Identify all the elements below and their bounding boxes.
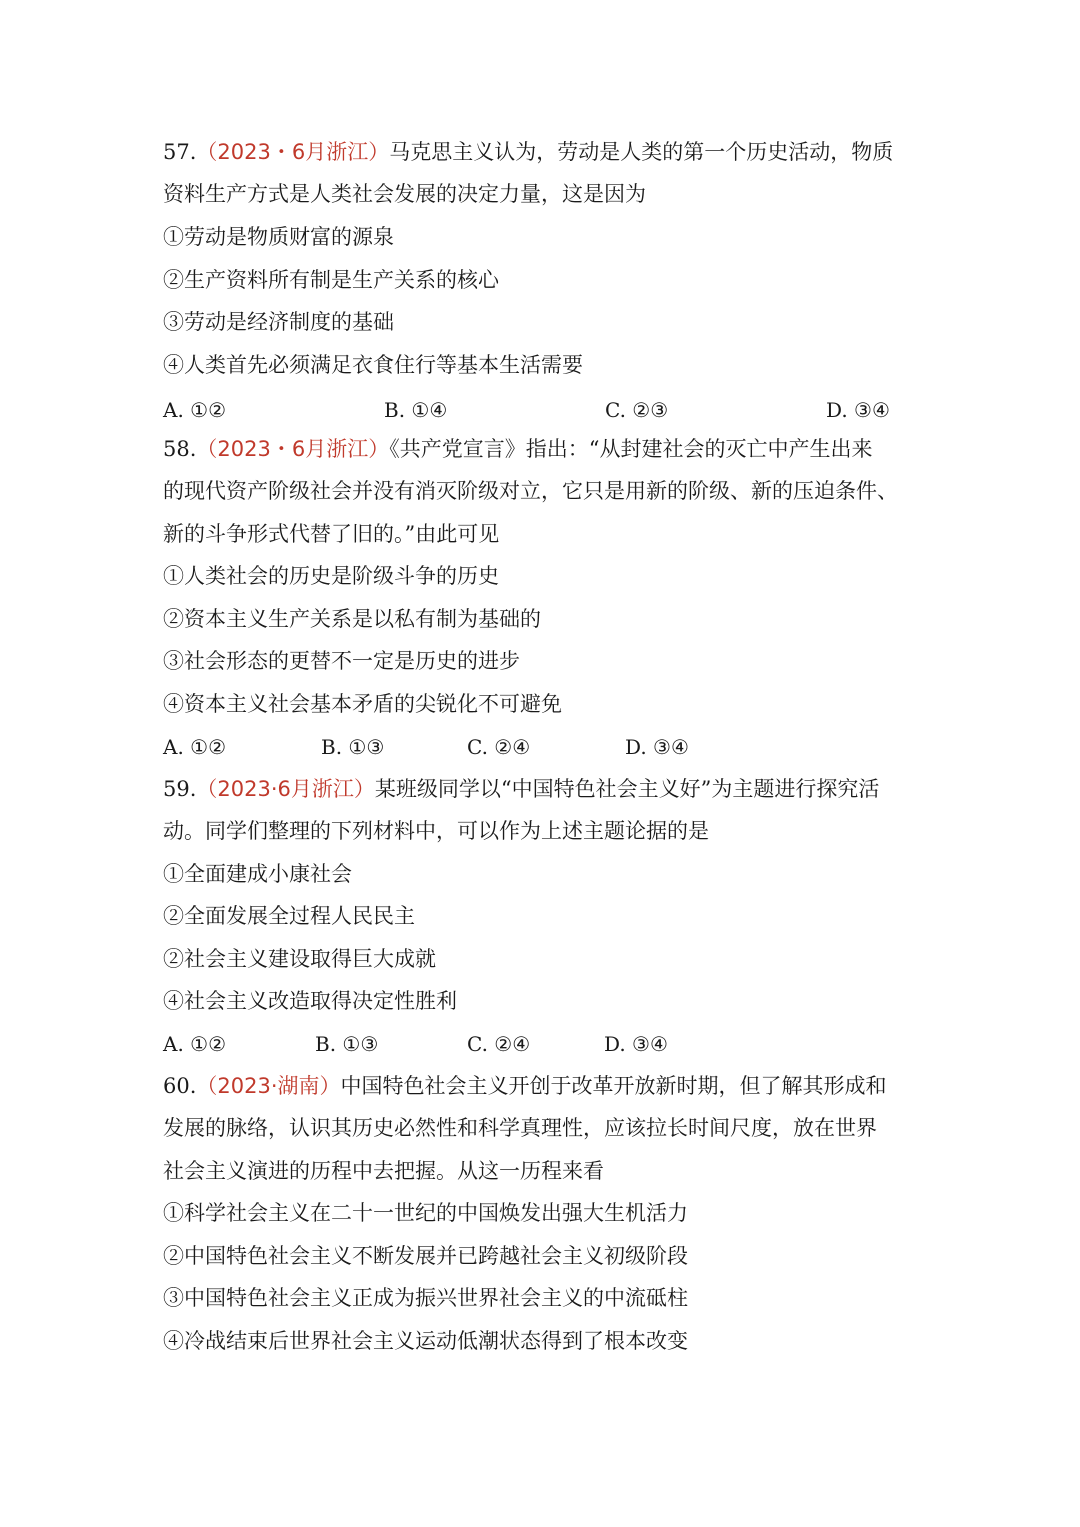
option-c[interactable]: C. ②④ — [467, 735, 531, 759]
stem-text: 中国特色社会主义开创于改革开放新时期，但了解其形成和 — [340, 1074, 887, 1098]
question-stem-line: 社会主义演进的历程中去把握。从这一历程来看 — [163, 1159, 604, 1183]
question-source: （2023・6月浙江） — [196, 140, 390, 164]
question-stem-line: 发展的脉络，认识其历史必然性和科学真理性，应该拉长时间尺度，放在世界 — [163, 1116, 877, 1140]
option-d[interactable]: D. ③④ — [826, 398, 890, 422]
option-c[interactable]: C. ②③ — [605, 398, 669, 422]
option-a[interactable]: A. ①② — [163, 735, 227, 759]
question-stem-line — [163, 428, 872, 470]
statement-item: ①人类社会的历史是阶级斗争的历史 — [163, 564, 499, 588]
question-stem-line — [163, 131, 893, 173]
option-d[interactable]: D. ③④ — [604, 1032, 668, 1056]
question-source: （2023・6月浙江） — [196, 437, 390, 461]
option-d[interactable]: D. ③④ — [625, 735, 689, 759]
question-stem-line: 资料生产方式是人类社会发展的决定力量，这是因为 — [163, 182, 646, 206]
question-stem-line: 动。同学们整理的下列材料中，可以作为上述主题论据的是 — [163, 819, 709, 843]
question-stem-line: 的现代资产阶级社会并没有消灭阶级对立，它只是用新的阶级、新的压迫条件、 — [163, 479, 898, 503]
statement-item: ③中国特色社会主义正成为振兴世界社会主义的中流砥柱 — [163, 1286, 688, 1310]
statement-item: ④资本主义社会基本矛盾的尖锐化不可避免 — [163, 692, 562, 716]
option-b[interactable]: B. ①③ — [315, 1032, 379, 1056]
statement-item: ④冷战结束后世界社会主义运动低潮状态得到了根本改变 — [163, 1329, 688, 1353]
question-number: 59. — [163, 777, 197, 801]
answer-options — [163, 389, 923, 431]
statement-item: ③社会形态的更替不一定是历史的进步 — [163, 649, 520, 673]
question-stem-line: 新的斗争形式代替了旧的。”由此可见 — [163, 522, 500, 546]
option-a[interactable]: A. ①② — [163, 1032, 227, 1056]
option-c[interactable]: C. ②④ — [467, 1032, 531, 1056]
statement-item: ②生产资料所有制是生产关系的核心 — [163, 268, 499, 292]
option-a[interactable]: A. ①② — [163, 398, 227, 422]
statement-item: ②全面发展全过程人民民主 — [163, 904, 415, 928]
statement-item: ③劳动是经济制度的基础 — [163, 310, 394, 334]
statement-item: ②社会主义建设取得巨大成就 — [163, 947, 436, 971]
stem-text: 马克思主义认为，劳动是人类的第一个历史活动，物质 — [389, 140, 894, 164]
question-source: （2023·6月浙江） — [196, 777, 375, 801]
question-stem-line — [163, 768, 879, 810]
statement-item: ①科学社会主义在二十一世纪的中国焕发出强大生机活力 — [163, 1201, 688, 1225]
question-number: 60. — [163, 1074, 197, 1098]
option-b[interactable]: B. ①④ — [384, 398, 448, 422]
question-stem-line — [163, 1065, 887, 1107]
statement-item: ②资本主义生产关系是以私有制为基础的 — [163, 607, 541, 631]
question-number: 57. — [163, 140, 197, 164]
option-b[interactable]: B. ①③ — [321, 735, 385, 759]
statement-item: ①劳动是物质财富的源泉 — [163, 225, 394, 249]
statement-item: ②中国特色社会主义不断发展并已跨越社会主义初级阶段 — [163, 1244, 688, 1268]
answer-options — [163, 1023, 923, 1065]
statement-item: ④社会主义改造取得决定性胜利 — [163, 989, 457, 1013]
answer-options — [163, 726, 923, 768]
stem-text: 《共产党宣言》指出：“从封建社会的灭亡中产生出来 — [389, 437, 873, 461]
question-number: 58. — [163, 437, 197, 461]
statement-item: ①全面建成小康社会 — [163, 862, 352, 886]
question-source: （2023·湖南） — [196, 1074, 341, 1098]
statement-item: ④人类首先必须满足衣食住行等基本生活需要 — [163, 353, 583, 377]
stem-text: 某班级同学以“中国特色社会主义好”为主题进行探究活 — [374, 777, 880, 801]
